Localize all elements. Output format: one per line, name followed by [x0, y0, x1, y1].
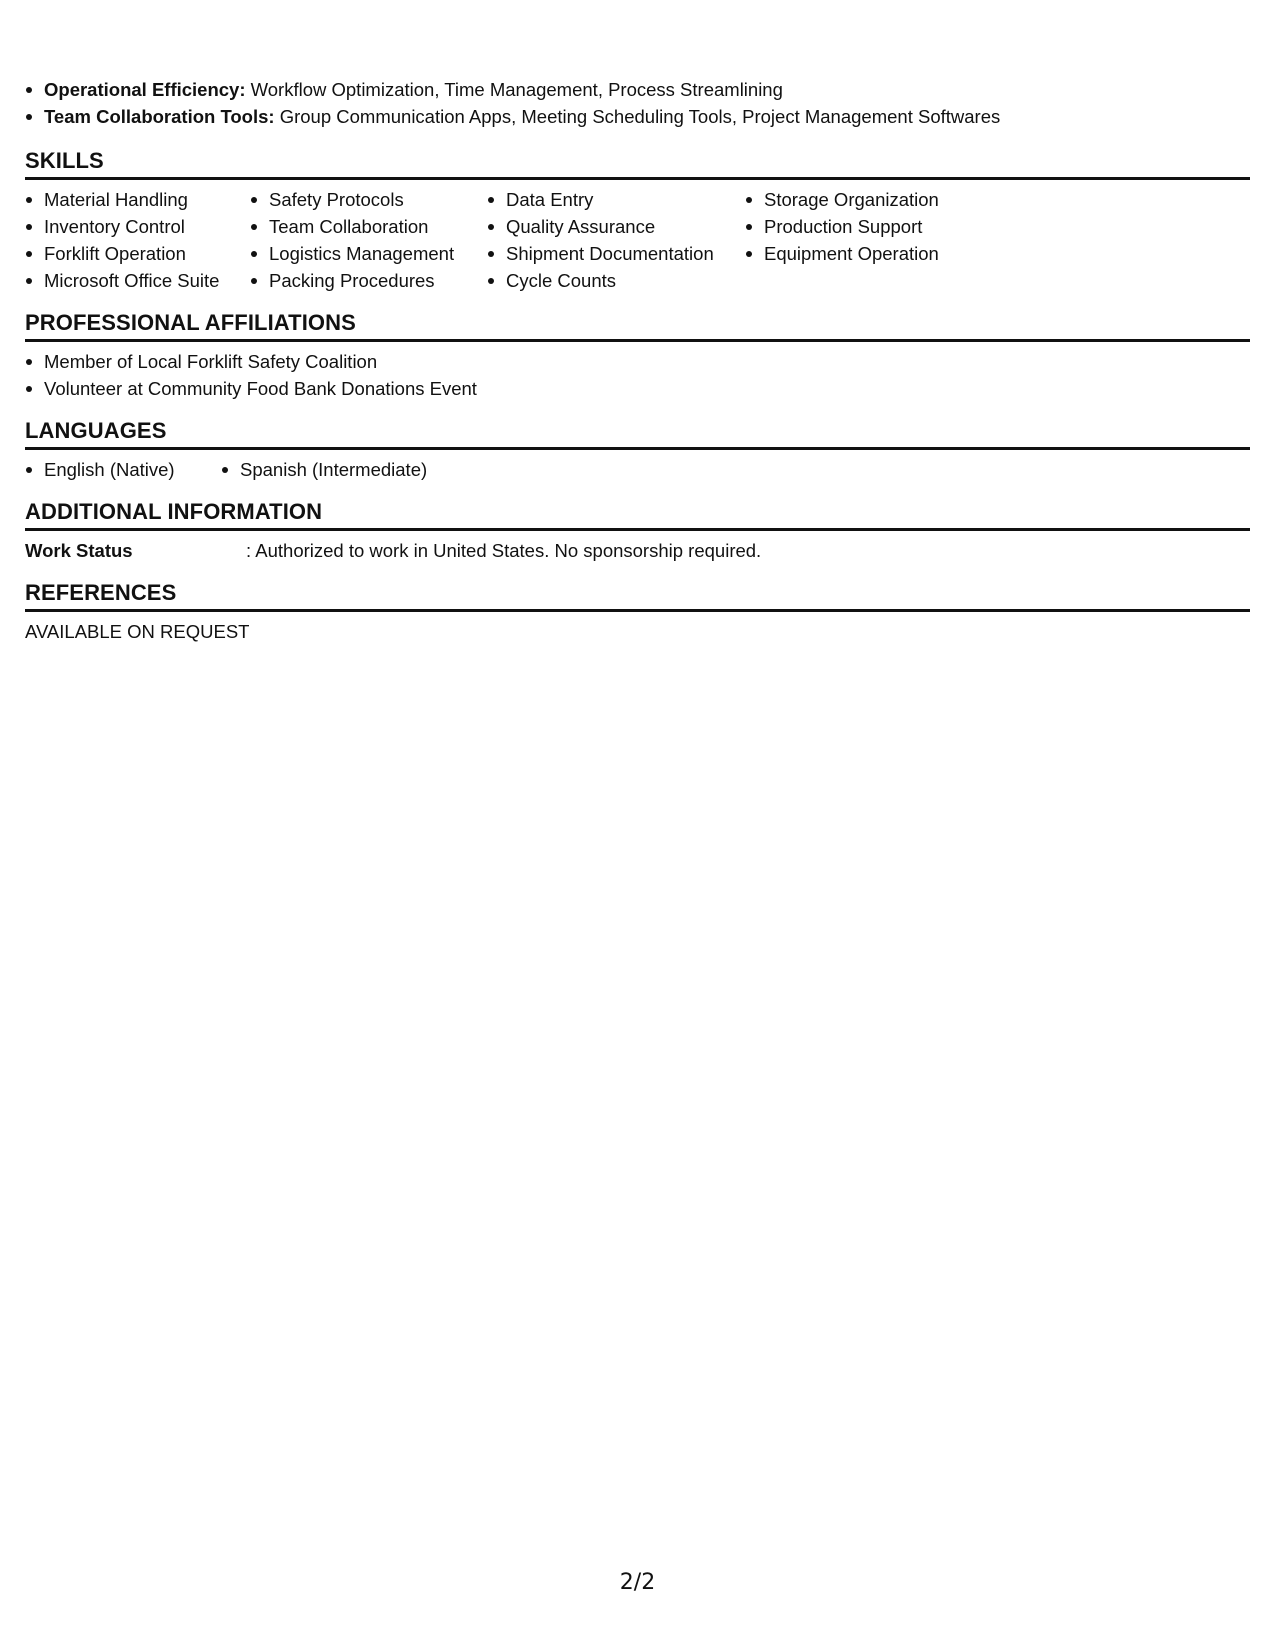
language-item: Spanish (Intermediate) [221, 456, 427, 483]
skill-item: Shipment Documentation [487, 240, 745, 267]
section-title-affiliations: PROFESSIONAL AFFILIATIONS [25, 309, 1250, 342]
affiliations-list [25, 348, 1250, 402]
languages-list [25, 456, 427, 483]
section-title-additional: ADDITIONAL INFORMATION [25, 498, 1250, 531]
skill-item: Logistics Management [250, 240, 487, 267]
skill-item: Inventory Control [25, 213, 250, 240]
skill-item: Production Support [745, 213, 1005, 240]
item-text: Group Communication Apps, Meeting Scheduling Tools, Project Management Softwares [274, 106, 1001, 127]
affiliations-section [25, 309, 1250, 402]
skill-item: Microsoft Office Suite [25, 267, 250, 294]
skill-item: Forklift Operation [25, 240, 250, 267]
resume-page [25, 76, 1250, 645]
page-number: 2/2 [619, 1570, 656, 1595]
languages-row [25, 456, 1250, 483]
skills-column-3 [487, 186, 745, 294]
languages-section [25, 417, 1250, 483]
item-label: Team Collaboration Tools: [44, 106, 275, 127]
skill-item: Equipment Operation [745, 240, 1005, 267]
skills-section [25, 147, 1250, 294]
skill-item: Safety Protocols [250, 186, 487, 213]
affiliation-item: Volunteer at Community Food Bank Donations Event [25, 375, 1250, 402]
work-status-value: : Authorized to work in United States. No sponsorship required. [246, 540, 762, 561]
references-text: AVAILABLE ON REQUEST [25, 621, 250, 642]
additional-info-section [25, 498, 1250, 564]
skill-item: Material Handling [25, 186, 250, 213]
skill-item: Data Entry [487, 186, 745, 213]
list-item [25, 103, 1250, 130]
skill-item: Cycle Counts [487, 267, 745, 294]
skills-grid [25, 186, 1250, 294]
skill-item: Quality Assurance [487, 213, 745, 240]
skill-item: Team Collaboration [250, 213, 487, 240]
skills-summary-list [25, 76, 1250, 130]
section-title-languages: LANGUAGES [25, 417, 1250, 450]
skills-column-2 [250, 186, 487, 294]
item-label: Operational Efficiency: [44, 79, 246, 100]
affiliation-item: Member of Local Forklift Safety Coalition [25, 348, 1250, 375]
work-status-label: Work Status [25, 540, 133, 561]
language-item: English (Native) [25, 456, 221, 483]
section-title-references: REFERENCES [25, 579, 1250, 612]
skill-item: Packing Procedures [250, 267, 487, 294]
skill-item: Storage Organization [745, 186, 1005, 213]
references-section [25, 579, 1250, 645]
item-text: Workflow Optimization, Time Management, Process Streamlining [245, 79, 783, 100]
section-title-skills: SKILLS [25, 147, 1250, 180]
work-status-row [25, 537, 1250, 564]
list-item [25, 76, 1250, 103]
skills-column-4 [745, 186, 1005, 267]
skills-column-1 [25, 186, 250, 294]
